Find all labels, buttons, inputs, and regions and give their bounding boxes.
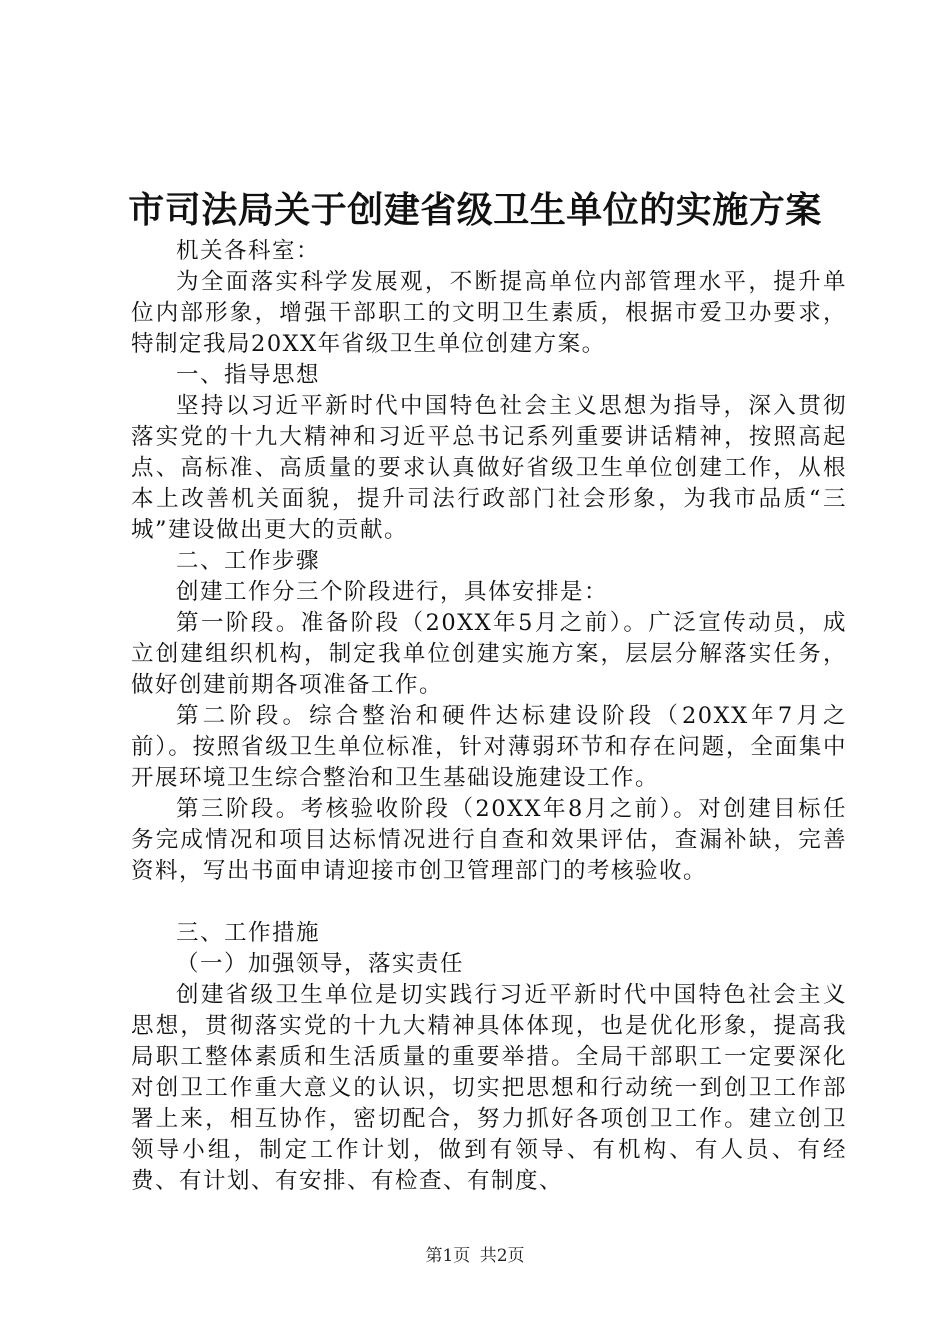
stage-two-paragraph: 第二阶段。综合整治和硬件达标建设阶段（20XX年7月之前）。按照省级卫生单位标准，针对薄弱环节和存在问题，全面集中开展环境卫生综合整治和卫生基础设施建设工作。	[131, 703, 847, 791]
total-pages: 共2页	[479, 1246, 525, 1266]
section-heading-work-measures: 三、工作措施	[176, 920, 321, 946]
blank-line	[131, 887, 847, 918]
document-body	[131, 236, 847, 1197]
page-footer	[0, 1244, 950, 1268]
intro-paragraph: 为全面落实科学发展观，不断提高单位内部管理水平，提升单位内部形象，增强干部职工的文明卫生素质，根据市爱卫办要求，特制定我局20XX年省级卫生单位创建方案。	[131, 269, 847, 357]
section-guiding-ideology-paragraph: 坚持以习近平新时代中国特色社会主义思想为指导，深入贯彻落实党的十九大精神和习近平总书记系列重要讲话精神，按照高起点、高标准、高质量的要求认真做好省级卫生单位创建工作，从根本上改善机关面貌，提升司法行政部门社会形象，为我市品质“三城”建设做出更大的贡献。	[131, 393, 847, 543]
document-title: 市司法局关于创建省级卫生单位的实施方案	[128, 189, 822, 231]
work-steps-intro: 创建工作分三个阶段进行，具体安排是：	[176, 579, 609, 605]
section-heading-work-steps: 二、工作步骤	[176, 548, 321, 574]
salutation: 机关各科室：	[176, 238, 321, 264]
stage-one-paragraph: 第一阶段。准备阶段（20XX年5月之前）。广泛宣传动员，成立创建组织机构，制定我单位创建实施方案，层层分解落实任务，做好创建前期各项准备工作。	[131, 610, 847, 698]
page-number: 第1页	[425, 1246, 471, 1266]
subheading-leadership: （一）加强领导，落实责任	[176, 951, 465, 977]
leadership-paragraph: 创建省级卫生单位是切实践行习近平新时代中国特色社会主义思想，贯彻落实党的十九大精神具体体现，也是优化形象，提高我局职工整体素质和生活质量的重要举措。全局干部职工一定要深化对创卫工作重大意义的认识，切实把思想和行动统一到创卫工作部署上来，相互协作，密切配合，努力抓好各项创卫工作。建立创卫领导小组，制定工作计划，做到有领导、有机构、有人员、有经费、有计划、有安排、有检查、有制度、	[131, 982, 847, 1194]
section-heading-guiding-ideology: 一、指导思想	[176, 362, 321, 388]
stage-three-paragraph: 第三阶段。考核验收阶段（20XX年8月之前）。对创建目标任务完成情况和项目达标情况进行自查和效果评估，查漏补缺，完善资料，写出书面申请迎接市创卫管理部门的考核验收。	[131, 796, 847, 884]
